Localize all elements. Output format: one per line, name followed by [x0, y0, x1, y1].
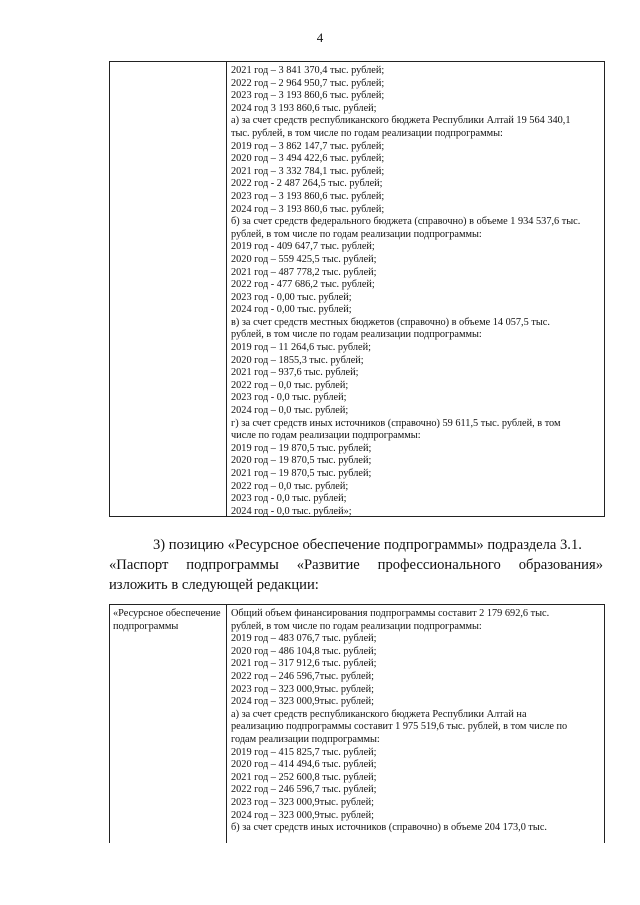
- table-left-cell-label: «Ресурсное обеспечение подпрограммы: [110, 605, 227, 843]
- table-text-line: г) за счет средств иных источников (справочно) 59 611,5 тыс. рублей, в том: [231, 417, 561, 429]
- table-text-line: 2022 год - 2 487 264,5 тыс. рублей;: [231, 178, 383, 190]
- table-text-line: 2022 год – 246 596,7 тыс. рублей;: [231, 784, 377, 796]
- table-text-line: 2024 год – 323 000,9тыс. рублей;: [231, 809, 374, 821]
- table-right-cell: [227, 62, 604, 516]
- table-text-line: 2020 год – 486 104,8 тыс. рублей;: [231, 645, 377, 657]
- table-text-line: реализацию подпрограммы составит 1 975 519,6 тыс. рублей, в том числе по: [231, 721, 568, 733]
- table-text-line: 2021 год – 487 778,2 тыс. рублей;: [231, 266, 377, 278]
- table-text-line: 2022 год - 477 686,2 тыс. рублей;: [231, 279, 375, 291]
- table-text-line: 2022 год – 246 596,7тыс. рублей;: [231, 670, 374, 682]
- table-text-line: 2023 год – 3 193 860,6 тыс. рублей;: [231, 190, 385, 202]
- table-text-line: 2019 год - 409 647,7 тыс. рублей;: [231, 241, 375, 253]
- table-text-line: 2020 год – 1855,3 тыс. рублей;: [231, 354, 364, 366]
- table-text-line: 2019 год – 415 825,7 тыс. рублей;: [231, 746, 377, 758]
- instruction-line: изложить в следующей редакции:: [109, 577, 319, 593]
- table-text-line: 2019 год – 483 076,7 тыс. рублей;: [231, 633, 377, 645]
- table-text-line: 2019 год – 3 862 147,7 тыс. рублей;: [231, 140, 385, 152]
- table-text-line: 2021 год – 937,6 тыс. рублей;: [231, 367, 359, 379]
- table-text-line: 2021 год – 317 912,6 тыс. рублей;: [231, 658, 377, 670]
- table-text-line: тыс. рублей, в том числе по годам реализации подпрограммы:: [231, 127, 503, 139]
- table-text-line: 2021 год – 19 870,5 тыс. рублей;: [231, 468, 372, 479]
- table-text-line: 2022 год – 0,0 тыс. рублей;: [231, 480, 349, 492]
- table-left-cell-empty: [110, 62, 227, 516]
- instruction-line: «Паспорт подпрограммы «Развитие профессионального образования»: [109, 557, 603, 573]
- table-text-line: 2024 год - 0,00 тыс. рублей;: [231, 304, 352, 316]
- table-text-line: 2023 год - 0,00 тыс. рублей;: [231, 291, 352, 303]
- table-text-line: а) за счет средств республиканского бюджета Республики Алтай 19 564 340,1: [231, 115, 571, 127]
- amendment-instruction: [109, 535, 603, 595]
- table-text-line: 2024 год – 3 193 860,6 тыс. рублей;: [231, 203, 385, 215]
- table-text-line: Общий объем финансирования подпрограммы составит 2 179 692,6 тыс.: [231, 608, 550, 619]
- table-text-line: 2021 год – 252 600,8 тыс. рублей;: [231, 771, 377, 783]
- page-number: 4: [316, 30, 324, 45]
- table-text-line: б) за счет средств иных источников (справочно) в объеме 204 173,0 тыс.: [231, 822, 547, 834]
- table-text-line: 2024 год – 0,0 тыс. рублей;: [231, 405, 349, 417]
- table-text-line: б) за счет средств федерального бюджета (справочно) в объеме 1 934 537,6 тыс.: [231, 216, 581, 228]
- table-right-cell: [227, 605, 604, 843]
- table-text-line: 2023 год – 323 000,9тыс. рублей;: [231, 683, 374, 695]
- table-text-line: 2023 год - 0,0 тыс. рублей;: [231, 493, 347, 505]
- table-text-line: в) за счет средств местных бюджетов (справочно) в объеме 14 057,5 тыс.: [231, 316, 550, 328]
- funding-table-new: [109, 604, 605, 843]
- table-text-line: 2020 год – 414 494,6 тыс. рублей;: [231, 759, 377, 771]
- table-text-line: 2024 год - 0,0 тыс. рублей»;: [231, 505, 352, 517]
- instruction-line: 3) позицию «Ресурсное обеспечение подпрограммы» подраздела 3.1.: [153, 537, 582, 553]
- table-text-line: 2020 год – 19 870,5 тыс. рублей;: [231, 455, 372, 467]
- table-text-line: 2023 год - 0,0 тыс. рублей;: [231, 392, 347, 404]
- table-text-line: 2024 год – 323 000,9тыс. рублей;: [231, 696, 374, 708]
- table-text-line: 2020 год – 559 425,5 тыс. рублей;: [231, 253, 377, 265]
- table-text-line: 2021 год – 3 332 784,1 тыс. рублей;: [231, 165, 385, 177]
- table-text-line: 2024 год 3 193 860,6 тыс. рублей;: [231, 102, 377, 114]
- table-text-line: 2020 год – 3 494 422,6 тыс. рублей;: [231, 153, 385, 165]
- table-text-line: 2023 год – 3 193 860,6 тыс. рублей;: [231, 90, 385, 102]
- table-text-line: рублей, в том числе по годам реализации подпрограммы:: [231, 329, 482, 341]
- funding-table-continued: [109, 61, 605, 517]
- table-text-line: 2023 год – 323 000,9тыс. рублей;: [231, 796, 374, 808]
- table-text-line: 2021 год – 3 841 370,4 тыс. рублей;: [231, 65, 385, 76]
- table-text-line: 2022 год – 0,0 тыс. рублей;: [231, 379, 349, 391]
- table-text-line: а) за счет средств республиканского бюджета Республики Алтай на: [231, 708, 527, 720]
- table-text-line: рублей, в том числе по годам реализации подпрограммы:: [231, 228, 482, 240]
- table-text-line: числе по годам реализации подпрограммы:: [231, 430, 421, 442]
- table-text-line: годам реализации подпрограммы:: [231, 733, 380, 745]
- table-text-line: 2019 год – 19 870,5 тыс. рублей;: [231, 442, 372, 454]
- table-text-line: 2019 год – 11 264,6 тыс. рублей;: [231, 342, 371, 354]
- table-text-line: 2022 год – 2 964 950,7 тыс. рублей;: [231, 77, 385, 89]
- table-text-line: рублей, в том числе по годам реализации подпрограммы:: [231, 620, 482, 632]
